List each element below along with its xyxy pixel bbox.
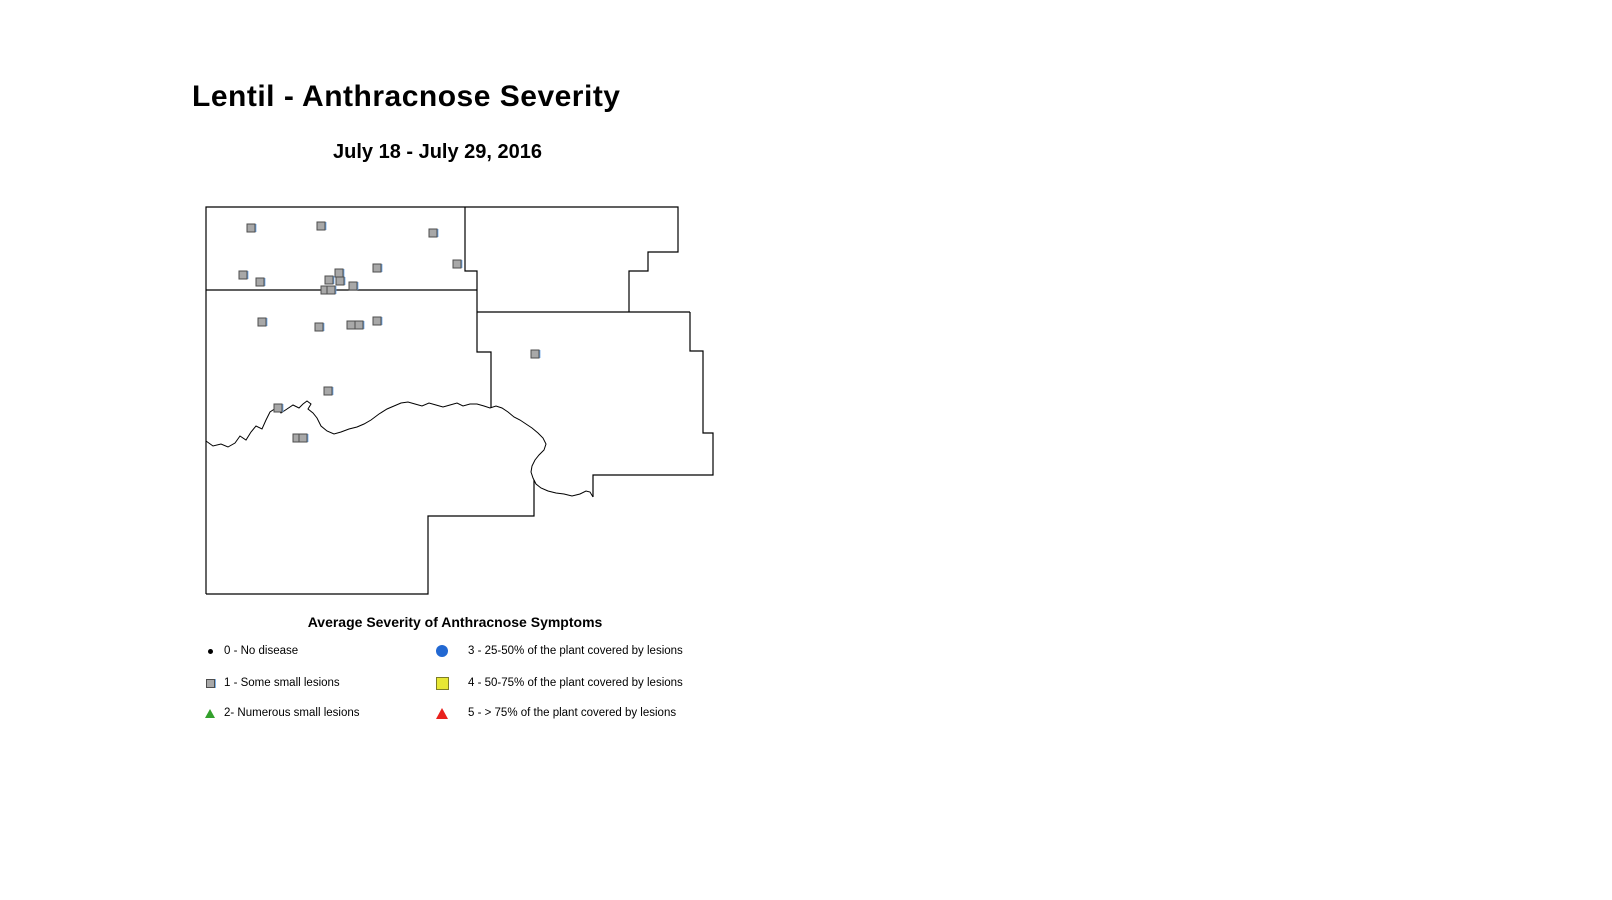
legend-symbol-cell [434,645,450,657]
legend-symbol-cell [203,709,217,718]
legend-item-severity-1 [203,673,340,693]
severity-1-square-marker [355,321,363,329]
survey-point-marker [355,321,364,329]
legend-item-severity-0 [203,641,298,661]
page-title: Lentil - Anthracnose Severity [192,80,621,113]
severity-1-square-marker [317,222,325,230]
severity-1-square-marker [373,317,381,325]
severity-1-square-marker [258,318,266,326]
survey-point-marker [239,271,248,279]
severity-1-square-marker [373,264,381,272]
severity-1-square-marker [274,404,282,412]
survey-point-marker [373,264,382,272]
severity-0-dot-icon [208,649,213,654]
legend-symbol-cell [203,679,217,688]
boundary-eastcentral-right-boundary [593,312,713,497]
severity-1-square-marker [335,269,343,277]
severity-4-square-icon [436,677,449,690]
survey-point-marker [347,321,356,329]
survey-point-marker [256,278,265,286]
boundary-outer-west-north-and-northeast-steps [206,207,678,594]
severity-5-triangle-icon [436,708,448,719]
legend-label-severity-2: 2- Numerous small lesions [224,707,360,719]
legend-item-severity-3 [434,641,683,661]
severity-1-square-marker [429,229,437,237]
severity-1-square-marker [299,434,307,442]
legend-item-severity-2 [203,703,360,723]
severity-3-circle-icon [436,645,448,657]
legend-label-severity-4: 4 - 50-75% of the plant covered by lesions [468,677,683,689]
legend-symbol-cell [203,649,217,654]
severity-1-square-marker [336,277,344,285]
survey-point-marker [247,224,256,232]
severity-1-square-marker [324,387,332,395]
survey-point-marker [274,404,283,412]
survey-point-marker [324,387,333,395]
severity-1-square-marker [531,350,539,358]
severity-1-square-marker [325,276,333,284]
legend-item-severity-4 [434,673,683,693]
survey-point-marker [327,286,336,294]
severity-1-square-marker [327,286,335,294]
severity-1-square-marker [247,224,255,232]
legend-title: Average Severity of Anthracnose Symptoms [307,614,603,630]
legend-item-severity-5 [434,703,676,723]
survey-point-marker [336,277,345,285]
severity-2-triangle-icon [205,709,215,718]
severity-1-square-marker [453,260,461,268]
severity-1-square-icon [206,679,215,688]
legend-label-severity-3: 3 - 25-50% of the plant covered by lesions [468,645,683,657]
severity-1-square-marker [315,323,323,331]
survey-point-marker [429,229,438,237]
legend-label-severity-5: 5 - > 75% of the plant covered by lesions [468,707,677,719]
severity-1-square-marker [347,321,355,329]
legend-symbol-cell [434,708,450,719]
boundary-southwest-bottom-boundary [206,480,534,594]
survey-point-marker [531,350,540,358]
legend-symbol-cell [434,677,450,690]
survey-point-marker [317,222,326,230]
severity-1-square-marker [239,271,247,279]
survey-point-marker [373,317,382,325]
legend-label-severity-0: 0 - No disease [224,645,299,657]
page-subtitle: July 18 - July 29, 2016 [333,141,543,163]
survey-point-marker [299,434,308,442]
legend-label-severity-1: 1 - Some small lesions [224,677,340,689]
survey-point-marker [315,323,324,331]
boundary-river [206,401,593,497]
severity-1-square-marker [349,282,357,290]
survey-point-marker [349,282,358,290]
survey-point-marker [258,318,267,326]
survey-point-marker [453,260,462,268]
boundary-central-vertical-boundary [465,207,491,408]
survey-point-marker [335,269,344,277]
severity-1-square-marker [256,278,264,286]
survey-point-marker [325,276,334,284]
